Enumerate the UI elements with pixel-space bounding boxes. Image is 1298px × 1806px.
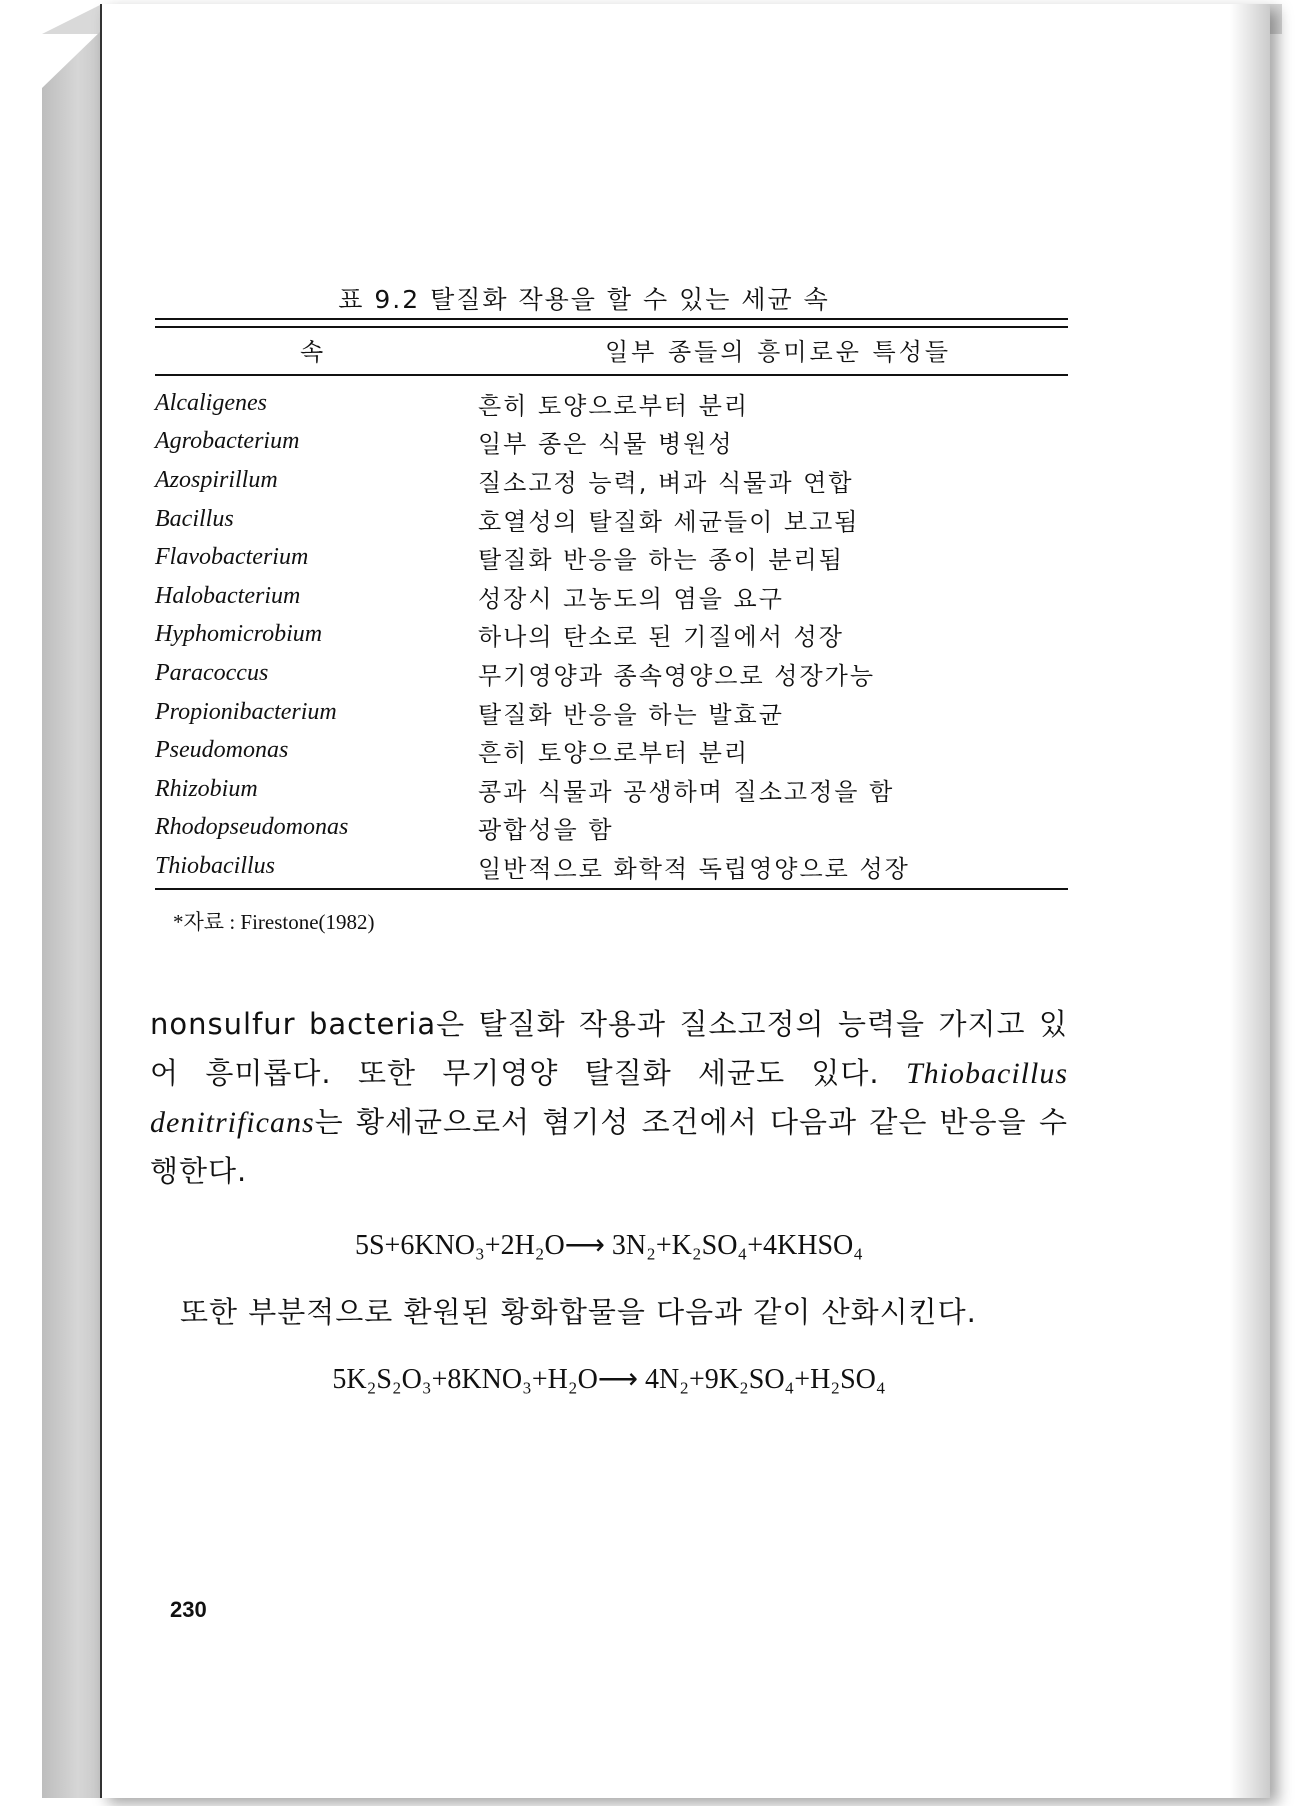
book-spine-edge [42,28,104,1798]
body-sentence-2: 또한 부분적으로 환원된 황화합물을 다음과 같이 산화시킨다. [180,1295,977,1329]
table-row [155,809,1068,848]
genus-name: Pseudomonas [155,737,289,764]
genus-trait: 하나의 탄소로 된 기질에서 성장 [478,623,844,652]
table-bottom-rule [155,888,1068,890]
page-number: 230 [170,1597,207,1622]
table-row [155,654,1068,693]
page-shadow [1230,4,1270,1798]
table-header-traits: 일부 종들의 흥미로운 특성들 [605,338,952,366]
species-name: Thiobacillus denitrificans [150,1057,1068,1139]
genus-trait: 탈질화 반응을 하는 종이 분리됨 [478,546,844,575]
table-row [155,616,1068,655]
equation-1: 5S+6KNO₃+2H₂O⟶ 3N₂+K₂SO₄+4KHSO₄ [354,1230,864,1261]
table-row [155,500,1068,539]
genus-trait: 탈질화 반응을 하는 발효균 [478,700,784,729]
table-row [155,384,1068,423]
genus-trait: 질소고정 능력, 벼과 식물과 연합 [478,468,854,497]
table-top-rule [155,318,1068,328]
genus-trait: 흔히 토양으로부터 분리 [478,391,750,420]
paragraph-text-2: 는 황세균으로서 혐기성 조건에서 다음과 같은 반응을 수행한다. [150,1105,1068,1188]
table-row [155,461,1068,500]
genus-trait: 성장시 고농도의 염을 요구 [478,584,784,613]
genus-name: Halobacterium [155,582,301,609]
table-row [155,423,1068,462]
genus-name: Alcaligenes [155,389,267,416]
genus-name: Azospirillum [155,466,278,493]
table-header-rule [155,374,1068,376]
genus-name: Paracoccus [155,659,269,686]
table-row [155,731,1068,770]
table-row [155,577,1068,616]
genus-name: Thiobacillus [155,852,276,879]
equation-2: 5K₂S₂O₃+8KNO₃+H₂O⟶ 4N₂+9K₂SO₄+H₂SO₄ [332,1364,886,1395]
genus-trait: 무기영양과 종속영양으로 성장가능 [478,661,876,690]
table-row [155,693,1068,732]
table-body [155,384,1068,886]
genus-name: Propionibacterium [155,698,337,725]
body-paragraph [150,1000,1068,1196]
genus-trait: 콩과 식물과 공생하며 질소고정을 함 [478,777,895,806]
genus-name: Hyphomicrobium [155,621,323,648]
table-caption: 표 9.2 탈질화 작용을 할 수 있는 세균 속 [338,285,830,314]
genus-name: Agrobacterium [155,428,300,455]
book-page [100,4,1270,1798]
paragraph-text-1: nonsulfur bacteria은 탈질화 작용과 질소고정의 능력을 가지고 있어 흥미롭다. 또한 무기영양 탈질화 세균도 있다. [150,1007,1068,1090]
table-row [155,538,1068,577]
table-row [155,847,1068,886]
genus-name: Bacillus [155,505,234,532]
genus-name: Rhizobium [155,775,258,802]
table-row [155,770,1068,809]
table-header-genus: 속 [300,338,327,366]
genus-name: Rhodopseudomonas [155,814,349,841]
genus-trait: 광합성을 함 [478,816,614,845]
genus-trait: 호열성의 탈질화 세균들이 보고됨 [478,507,860,536]
genus-trait: 일반적으로 화학적 독립영양으로 성장 [478,854,910,883]
table-footnote: *자료 : Firestone(1982) [173,910,375,934]
genus-trait: 흔히 토양으로부터 분리 [478,739,750,768]
genus-trait: 일부 종은 식물 병원성 [478,430,734,459]
genus-name: Flavobacterium [155,544,309,571]
